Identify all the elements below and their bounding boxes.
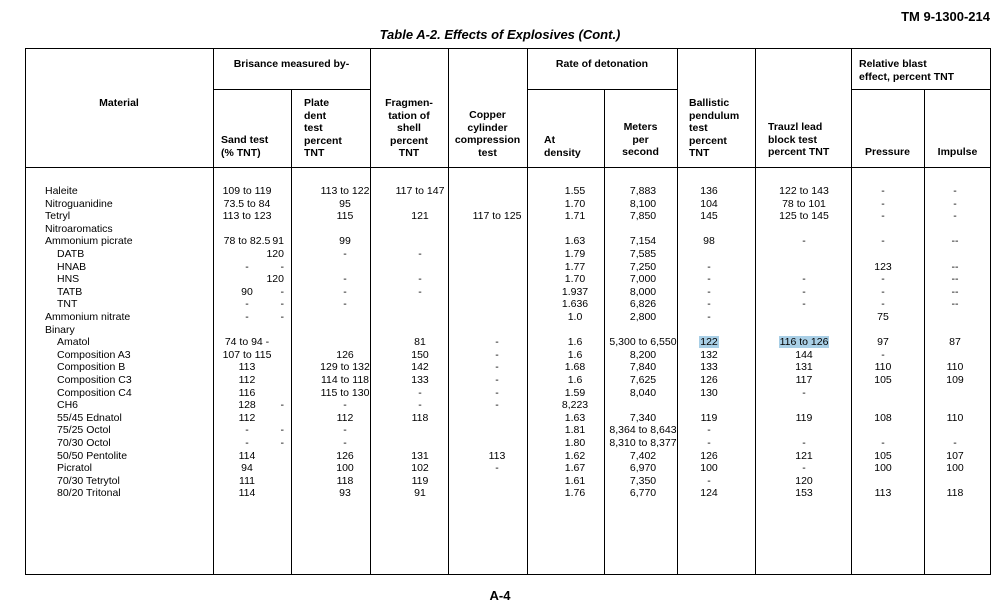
cell-ballistic: 130 [700,386,718,399]
cell-trauzl: - [802,437,806,449]
cell-pressure: - [881,197,885,210]
document-id: TM 9-1300-214 [901,9,990,24]
cell-sand-b: - [280,298,284,311]
cell-copper: - [495,361,499,374]
cell-ballistic: 136 [700,185,718,197]
cell-pressure: - [881,348,885,361]
cell-frag: 118 [411,411,429,424]
cell-copper: - [495,374,499,386]
cell-density: 1.67 [564,462,586,475]
cell-impulse: -- [951,235,959,248]
cell-impulse: 118 [946,487,964,500]
cell-density: 1.0 [567,311,583,323]
cell-mps: 7,850 [629,210,657,223]
cell-trauzl: - [802,285,806,298]
cell-sand: 74 to 94 - [224,336,270,349]
cell-pressure: 105 [874,449,892,462]
highlighted-value: 122 [700,336,718,349]
cell-frag: - [418,273,422,286]
cell-density: 8,223 [561,399,589,412]
cell-mps: 8,000 [629,285,657,298]
cell-trauzl: 78 to 101 [782,197,826,210]
cell-frag: 81 [414,336,426,349]
cell-mps: 7,625 [629,374,657,386]
cell-sand: - [245,424,249,437]
cell-trauzl: 120 [795,474,813,487]
cell-ballistic: - [707,273,711,286]
cell-sand-b: - [280,424,284,437]
cell-density: 1.81 [564,424,586,437]
material-name: Ammonium nitrate [45,311,131,323]
cell-pressure: 97 [877,336,889,349]
cell-ballistic: 126 [700,449,718,462]
cell-sand: 109 to 119 [222,185,272,197]
cell-frag: 142 [411,361,429,374]
cell-mps: 8,310 to 8,377 [609,437,677,449]
cell-plate: 95 [339,197,351,210]
header-ballistic-pendulum: Ballistic pendulum test percent TNT [689,97,740,159]
material-name: Amatol [57,336,90,349]
cell-density: 1.63 [564,235,586,248]
cell-sand-b: - [280,311,284,323]
cell-impulse: 100 [946,462,964,475]
table-title: Table A-2. Effects of Explosives (Cont.) [379,27,621,42]
header-sand-test: Sand test (% TNT) [221,134,269,159]
cell-sand-b: 120 [266,273,284,286]
cell-impulse: - [953,197,957,210]
cell-plate: 126 [336,449,354,462]
cell-frag: 150 [411,348,429,361]
cell-impulse: 87 [949,336,961,349]
header-brisance-group: Brisance measured by- [233,58,350,70]
material-name: 55/45 Ednatol [57,411,122,424]
header-fragmentation: Fragmen- tation of shell percent TNT [385,97,433,159]
cell-pressure: 75 [877,311,889,323]
cell-sand: 111 [239,474,255,487]
cell-plate: 118 [336,474,354,487]
cell-mps: 7,840 [629,361,657,374]
cell-impulse: 110 [946,411,964,424]
cell-ballistic: - [707,437,711,449]
cell-plate: - [343,273,347,286]
column-divider [924,90,925,575]
cell-impulse: 110 [946,361,964,374]
cell-sand-b: 120 [266,248,284,260]
cell-pressure: - [881,437,885,449]
cell-trauzl: - [802,298,806,311]
cell-density: 1.937 [561,285,589,298]
cell-ballistic: - [707,424,711,437]
cell-ballistic: - [707,311,711,323]
header-copper-cylinder: Copper cylinder compression test [454,109,521,159]
highlighted-value: 116 to 126 [779,336,829,349]
cell-trauzl: 121 [795,449,813,462]
cell-sand: - [245,298,249,311]
material-name: Nitroaromatics [45,222,113,235]
cell-density: 1.80 [564,437,586,449]
material-name: TATB [57,285,83,298]
cell-density: 1.59 [564,386,586,399]
cell-frag: - [418,285,422,298]
cell-density: 1.70 [564,273,586,286]
cell-frag: 119 [411,474,429,487]
cell-impulse: -- [951,273,959,286]
cell-sand: 94 [241,462,253,475]
cell-mps: 7,340 [629,411,657,424]
cell-ballistic: 126 [700,374,718,386]
cell-pressure: - [881,298,885,311]
cell-density: 1.6 [567,374,583,386]
material-name: 80/20 Tritonal [57,487,121,500]
cell-pressure: - [881,235,885,248]
header-rate-group: Rate of detonation [555,58,649,70]
header-bottom-rule [25,167,991,168]
cell-frag: 133 [411,374,429,386]
cell-plate: - [343,298,347,311]
material-name: Composition A3 [57,348,131,361]
cell-plate: 115 to 130 [320,386,370,399]
cell-trauzl: - [802,235,806,248]
cell-trauzl: 131 [795,361,813,374]
header-material: Material [99,97,139,109]
header-plate-dent: Plate dent test percent TNT [304,97,342,159]
column-divider [291,90,292,575]
cell-impulse: - [953,210,957,223]
cell-sand: 112 [238,374,256,386]
material-name: Haleite [45,185,78,197]
cell-sand: 113 to 123 [222,210,272,223]
cell-frag: 131 [411,449,429,462]
cell-pressure: 108 [874,411,892,424]
cell-mps: 2,800 [629,311,657,323]
cell-ballistic: - [707,298,711,311]
cell-impulse: 107 [946,449,964,462]
cell-copper: 117 to 125 [472,210,522,223]
cell-sand: 113 [238,361,256,374]
cell-trauzl: 122 to 143 [779,185,829,197]
material-name: Nitroguanidine [45,197,113,210]
header-blast-group: Relative blast effect, percent TNT [859,58,955,83]
cell-plate: 129 to 132 [320,361,370,374]
cell-ballistic: 124 [700,487,718,500]
cell-sand: - [245,437,249,449]
cell-impulse: 109 [946,374,964,386]
cell-pressure: 123 [874,260,892,273]
header-rule [851,89,991,90]
cell-mps: 5,300 to 6,550 [609,336,677,349]
cell-plate: 115 [336,210,354,223]
material-name: 70/30 Octol [57,437,111,449]
cell-trauzl: - [802,273,806,286]
cell-density: 1.70 [564,197,586,210]
cell-mps: 7,350 [629,474,657,487]
cell-ballistic: 104 [700,197,718,210]
cell-sand: - [245,311,249,323]
cell-mps: 8,100 [629,197,657,210]
cell-density: 1.68 [564,361,586,374]
cell-frag: - [418,399,422,412]
cell-plate: 93 [339,487,351,500]
cell-sand: 114 [238,487,256,500]
cell-copper: - [495,399,499,412]
header-impulse: Impulse [937,146,978,158]
cell-mps: 8,364 to 8,643 [609,424,677,437]
cell-density: 1.77 [564,260,586,273]
cell-plate: - [343,248,347,260]
cell-copper: - [495,386,499,399]
cell-pressure: - [881,285,885,298]
header-trauzl: Trauzl lead block test percent TNT [768,121,830,158]
cell-density: 1.636 [561,298,589,311]
material-name: TNT [57,298,78,311]
cell-sand: 78 to 82.5 [223,235,271,248]
material-name: Composition B [57,361,126,374]
cell-plate: 126 [336,348,354,361]
cell-mps: 8,200 [629,348,657,361]
cell-pressure: - [881,185,885,197]
material-name: 50/50 Pentolite [57,449,128,462]
cell-ballistic: 145 [700,210,718,223]
cell-pressure: - [881,273,885,286]
cell-sand-b: 91 [272,235,284,248]
cell-trauzl: - [802,462,806,475]
cell-plate: 113 to 122 [320,185,370,197]
cell-mps: 7,402 [629,449,657,462]
cell-impulse: -- [951,298,959,311]
cell-trauzl: 119 [795,411,813,424]
cell-density: 1.6 [567,348,583,361]
cell-plate: - [343,285,347,298]
material-name: 75/25 Octol [57,424,111,437]
cell-copper: - [495,462,499,475]
material-name: Composition C3 [57,374,132,386]
material-name: HNAB [57,260,87,273]
cell-density: 1.62 [564,449,586,462]
cell-trauzl: 144 [795,348,813,361]
cell-sand: 107 to 115 [222,348,272,361]
cell-mps: 6,970 [629,462,657,475]
cell-plate: - [343,424,347,437]
cell-ballistic: 98 [703,235,715,248]
cell-sand: 128 [238,399,256,412]
cell-frag: - [418,248,422,260]
cell-density: 1.6 [567,336,583,349]
cell-sand-b: - [280,260,284,273]
page-number: A-4 [489,588,511,603]
cell-ballistic: - [707,285,711,298]
material-name: Tetryl [45,210,71,223]
cell-ballistic: - [707,474,711,487]
cell-mps: 7,000 [629,273,657,286]
cell-ballistic: 119 [700,411,718,424]
cell-trauzl: - [802,386,806,399]
cell-sand: - [245,260,249,273]
column-divider [604,90,605,575]
cell-mps: 7,250 [629,260,657,273]
header-at-density: At density [544,134,581,159]
material-name: Composition C4 [57,386,132,399]
cell-trauzl: 125 to 145 [779,210,829,223]
cell-density: 1.76 [564,487,586,500]
cell-mps: 7,883 [629,185,657,197]
cell-plate: - [343,399,347,412]
cell-plate: 114 to 118 [320,374,370,386]
cell-sand-b: - [280,437,284,449]
cell-plate: 112 [336,411,354,424]
cell-mps: 7,154 [629,235,657,248]
cell-mps: 6,770 [629,487,657,500]
cell-ballistic: 133 [700,361,718,374]
cell-mps: 6,826 [629,298,657,311]
cell-plate: 99 [339,235,351,248]
cell-sand: 90 [241,285,253,298]
material-name: 70/30 Tetrytol [57,474,120,487]
cell-density: 1.61 [564,474,586,487]
material-name: Ammonium picrate [45,235,133,248]
cell-ballistic: - [707,260,711,273]
cell-density: 1.63 [564,411,586,424]
cell-density: 1.55 [564,185,586,197]
cell-frag: 121 [411,210,429,223]
cell-frag: 102 [411,462,429,475]
header-rule [213,89,370,90]
cell-ballistic: 100 [700,462,718,475]
material-name: DATB [57,248,85,260]
material-name: HNS [57,273,80,286]
cell-sand-b: - [280,399,284,412]
cell-density: 1.71 [564,210,586,223]
cell-pressure: 100 [874,462,892,475]
cell-trauzl: 117 [795,374,813,386]
cell-frag: 117 to 147 [395,185,445,197]
material-name: Binary [45,323,75,336]
cell-sand: 116 [238,386,256,399]
cell-mps: 8,040 [629,386,657,399]
cell-copper: - [495,348,499,361]
cell-mps: 7,585 [629,248,657,260]
cell-sand: 73.5 to 84 [223,197,271,210]
cell-frag: 91 [414,487,426,500]
material-name: Picratol [57,462,93,475]
cell-trauzl: 153 [795,487,813,500]
header-meters-per-second: Meters per second [622,121,659,158]
header-rule [527,89,677,90]
cell-sand: 114 [238,449,256,462]
header-pressure: Pressure [865,146,910,158]
cell-sand-b: - [280,285,284,298]
cell-copper: - [495,336,499,349]
cell-pressure: - [881,210,885,223]
cell-pressure: 113 [874,487,892,500]
cell-density: 1.79 [564,248,586,260]
cell-pressure: 105 [874,374,892,386]
cell-sand: 112 [238,411,256,424]
cell-plate: - [343,437,347,449]
cell-impulse: -- [951,260,959,273]
cell-pressure: 110 [874,361,892,374]
material-name: CH6 [57,399,79,412]
cell-impulse: - [953,437,957,449]
cell-plate: 100 [336,462,354,475]
cell-ballistic: 132 [700,348,718,361]
cell-impulse: -- [951,285,959,298]
cell-frag: - [418,386,422,399]
cell-copper: 113 [488,449,506,462]
cell-impulse: - [953,185,957,197]
